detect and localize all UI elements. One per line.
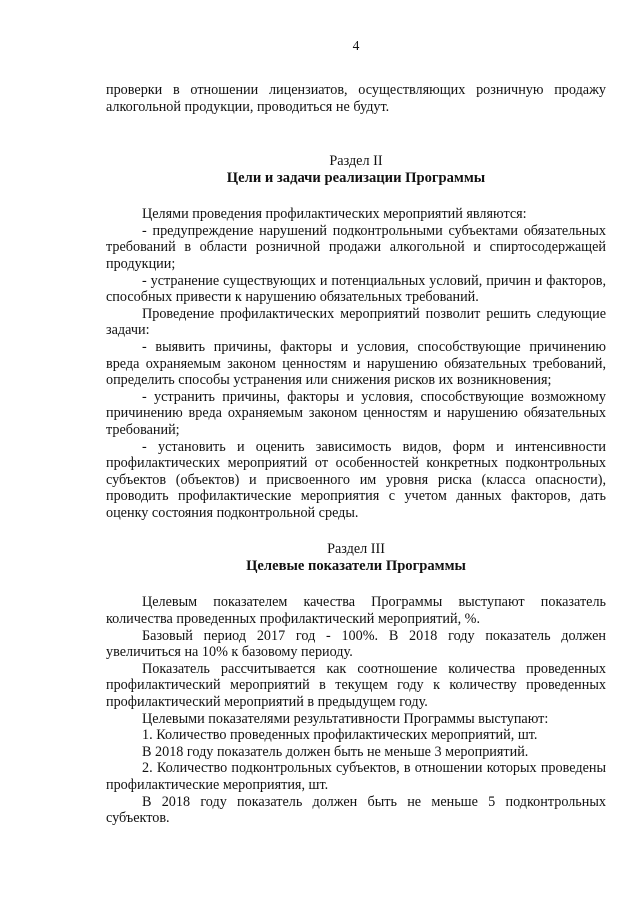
section-2-paragraph: - устранить причины, факторы и условия, способствующие возможному причинению вреда охраняемым законом ценностям и нарушению обязательных требований; [106, 388, 606, 438]
section-3-paragraph: 1. Количество проведенных профилактических мероприятий, шт. [142, 727, 538, 744]
section-3-label: Раздел III [327, 541, 385, 558]
page-number: 4 [352, 38, 360, 53]
section-3-paragraph: Целевыми показателями результативности Программы выступают: [142, 710, 549, 727]
section-2-paragraph: - выявить причины, факторы и условия, способствующие причинению вреда охраняемым законом ценностям и нарушению обязательных требований, определить способы устранения или снижения рисков их возникновения; [106, 338, 606, 389]
section-2-title: Цели и задачи реализации Программы [226, 170, 486, 187]
section-3-paragraph: Показатель рассчитывается как соотношение количества проведенных профилактический мероприятий в текущем году к количеству проведенных профилактический мероприятий в предыдущем году. [106, 660, 606, 711]
section-2-paragraph: Целями проведения профилактических мероприятий являются: [142, 206, 527, 223]
section-3-paragraph: Базовый период 2017 год - 100%. В 2018 году показатель должен увеличиться на 10% к базовому периоду. [106, 627, 606, 661]
section-3-paragraph: В 2018 году показатель должен быть не меньше 5 подконтрольных субъектов. [106, 793, 606, 827]
intro-paragraph: проверки в отношении лицензиатов, осуществляющих розничную продажу алкогольной продукции, проводиться не будут. [106, 82, 606, 115]
section-3-paragraph: В 2018 году показатель должен быть не меньше 3 мероприятий. [142, 743, 529, 760]
section-3-title: Целевые показатели Программы [246, 558, 466, 575]
section-3-paragraph: 2. Количество подконтрольных субъектов, в отношении которых проведены профилактические мероприятия, шт. [106, 760, 606, 793]
section-2-paragraph: - устранение существующих и потенциальных условий, причин и факторов, способных привести к нарушению обязательных требований. [106, 272, 606, 306]
section-2-paragraph: - установить и оценить зависимость видов, форм и интенсивности профилактических мероприятий от особенностей конкретных подконтрольных субъектов (объектов) и присвоенного им уровня риска (класса опасности), проводить профилактические мероприятия с учетом данных факторов, дать оценку состояния подконтрольной среды. [106, 438, 606, 521]
section-2-paragraph: - предупреждение нарушений подконтрольными субъектами обязательных требований в области розничной продажи алкогольной и спиртосодержащей продукции; [106, 222, 606, 272]
section-3-paragraph: Целевым показателем качества Программы выступают показатель количества проведенных профилактический мероприятий, %. [106, 594, 606, 628]
section-2-paragraph: Проведение профилактических мероприятий позволит решить следующие задачи: [106, 305, 606, 339]
section-2-label: Раздел II [329, 153, 383, 170]
